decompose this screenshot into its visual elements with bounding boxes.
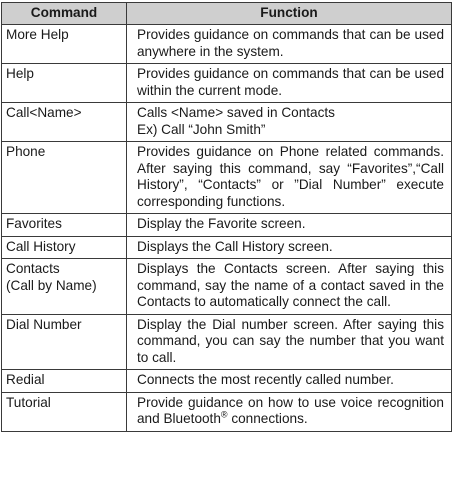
- function-cell: [127, 214, 452, 237]
- table-row: [2, 259, 452, 315]
- function-example-text: Ex) Call “John Smith”: [137, 121, 266, 137]
- command-cell: [2, 214, 127, 237]
- function-text-start: Provide guidance on how to use voice recognition and Bluetooth: [137, 394, 444, 426]
- function-cell: [127, 314, 452, 370]
- function-cell: [127, 142, 452, 214]
- table-row: [2, 64, 452, 103]
- command-cell: [2, 236, 127, 259]
- table-row: [2, 392, 452, 431]
- command-text: Tutorial: [6, 394, 51, 410]
- function-cell: [127, 64, 452, 103]
- function-text: Calls <Name> saved in Contacts: [137, 105, 335, 120]
- function-text: Displays the Call History screen.: [137, 238, 333, 254]
- table-row: [2, 103, 452, 142]
- table-row: [2, 142, 452, 214]
- command-cell: [2, 370, 127, 393]
- function-text: Display the Favorite screen.: [137, 216, 306, 231]
- function-text: Displays the Contacts screen. After saying this command, say the name of a contact saved in the Contacts to automatically connect the call.: [137, 261, 444, 309]
- function-cell: [127, 370, 452, 393]
- function-text: Connects the most recently called number.: [137, 372, 394, 387]
- command-text: Call History: [6, 238, 76, 254]
- command-cell: [2, 103, 127, 142]
- table-row: [2, 370, 452, 393]
- command-column-header: Command: [2, 3, 127, 25]
- function-cell: [127, 392, 452, 431]
- function-text-end: connections.: [227, 411, 308, 426]
- function-cell: [127, 259, 452, 315]
- registered-mark: ®: [220, 409, 228, 420]
- command-text: Redial: [6, 372, 45, 387]
- command-cell: [2, 142, 127, 214]
- function-cell: [127, 236, 452, 259]
- function-column-header: Function: [127, 3, 452, 25]
- function-text: Provides guidance on commands that can be used anywhere in the system.: [137, 27, 444, 59]
- command-subtext: (Call by Name): [6, 277, 97, 293]
- table-row: [2, 314, 452, 370]
- command-cell: [2, 392, 127, 431]
- command-text: Help: [6, 66, 34, 81]
- command-text: Contacts: [6, 261, 60, 276]
- function-text: Provides guidance on Phone related commands. After saying this command, say “Favorites”,“Call History”, “Contacts” or ”Dial Number” execute corresponding functions.: [137, 144, 444, 209]
- command-cell: [2, 64, 127, 103]
- function-cell: [127, 103, 452, 142]
- command-cell: [2, 314, 127, 370]
- function-text: Display the Dial number screen. After saying this command, you can say the number that you want to call.: [137, 316, 444, 365]
- command-text: Phone: [6, 144, 46, 159]
- table-header-row: [2, 3, 452, 25]
- command-cell: [2, 259, 127, 315]
- table-row: [2, 236, 452, 259]
- table-row: [2, 214, 452, 237]
- command-table: [1, 2, 452, 432]
- command-text: Dial Number: [6, 316, 82, 332]
- table-row: [2, 25, 452, 64]
- command-text: Call<Name>: [6, 105, 82, 120]
- command-cell: [2, 25, 127, 64]
- command-text: Favorites: [6, 216, 62, 231]
- command-text: More Help: [6, 27, 69, 42]
- function-text: [137, 395, 444, 427]
- function-text: Provides guidance on commands that can be used within the current mode.: [137, 66, 444, 98]
- function-cell: [127, 25, 452, 64]
